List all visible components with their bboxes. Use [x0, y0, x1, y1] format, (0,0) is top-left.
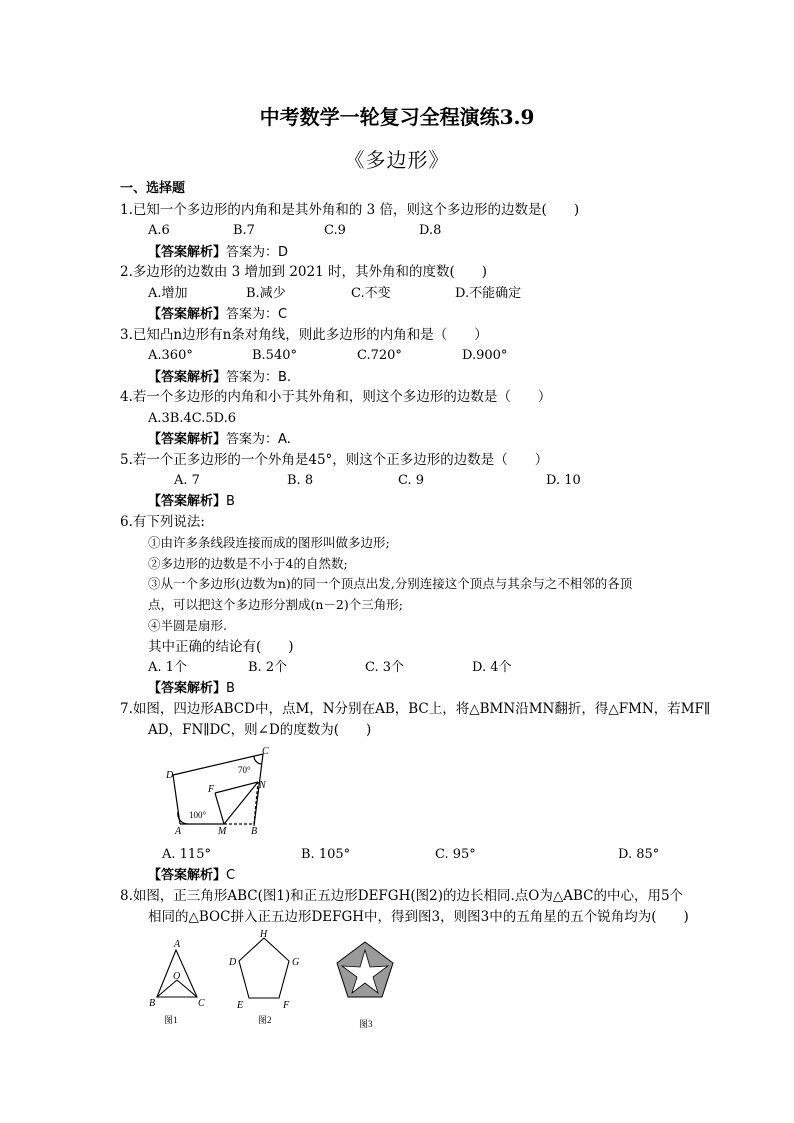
question-5-option-b: B. 8: [287, 473, 314, 488]
side-mf: [215, 793, 224, 824]
question-4-options: A.3B.4C.5D.6: [148, 411, 236, 426]
question-8-stem: 8.如图，正三角形ABC(图1)和正五边形DEFGH(图2)的边长相同.点O为△ABC的中心，用5个: [120, 888, 684, 904]
label-70deg: 70°: [238, 765, 251, 775]
answer-text: 答案为：B.: [226, 370, 292, 385]
page-title: 中考数学一轮复习全程演练3.9: [259, 105, 535, 129]
fig2-caption: 图2: [258, 1015, 272, 1025]
question-6-option-c: C. 3个: [365, 660, 405, 675]
fig1-caption: 图1: [164, 1015, 178, 1025]
question-7-figure: [158, 744, 278, 839]
answer-label: 【答案解析】: [148, 307, 227, 322]
side-fn: [215, 782, 258, 793]
answer-label: 【答案解析】: [148, 245, 227, 260]
question-6-option-a: A. 1个: [148, 660, 187, 675]
fig2-label-f: F: [283, 1000, 290, 1011]
answer-text: C: [226, 868, 236, 883]
question-3-option-a: A.360°: [148, 348, 193, 363]
question-2-option-c: C.不变: [351, 286, 391, 301]
question-6-prompt: 其中正确的结论有( ): [148, 639, 294, 655]
page-subtitle: 《多边形》: [344, 148, 450, 172]
question-5-option-a: A. 7: [174, 473, 200, 488]
question-6-option-d: D. 4个: [472, 660, 512, 675]
fig2-label-g: G: [292, 957, 300, 968]
question-6-answer: [148, 679, 235, 698]
question-6-statement-4: ④半圆是扇形.: [148, 618, 227, 633]
answer-label: 【答案解析】: [148, 681, 227, 696]
fig1-label-b: B: [149, 998, 156, 1009]
question-1-stem: 1.已知一个多边形的内角和是其外角和的 3 倍，则这个多边形的边数是( ): [120, 202, 580, 218]
question-3-answer: [148, 368, 291, 387]
question-2-option-a: A.增加: [148, 286, 188, 301]
label-b: B: [251, 826, 258, 837]
question-6-statement-3-cont: 点，可以把这个多边形分割成(n－2)个三角形;: [148, 597, 403, 612]
answer-label: 【答案解析】: [148, 432, 227, 447]
figure-2-pentagon: [239, 938, 289, 998]
question-3-stem: 3.已知凸n边形有n条对角线，则此多边形的内角和是（ ）: [120, 327, 488, 343]
question-6-stem: 6.有下列说法:: [120, 514, 205, 530]
answer-label: 【答案解析】: [148, 370, 227, 385]
label-n: N: [259, 780, 266, 791]
question-6-statement-3: ③从一个多边形(边数为n)的同一个顶点出发,分别连接这个顶点与其余与之不相邻的各顶: [148, 576, 633, 591]
question-7-option-a: A. 115°: [162, 847, 211, 862]
answer-text: B: [226, 681, 235, 696]
question-5-option-c: C. 9: [398, 473, 425, 488]
question-3-option-c: C.720°: [357, 348, 402, 363]
question-1-option-d: D.8: [419, 223, 442, 238]
fig3-caption: 图3: [359, 1019, 373, 1029]
question-1-option-c: C.9: [324, 223, 346, 238]
answer-text: 答案为：A.: [226, 432, 291, 447]
figure-3-star-pentagon: [337, 942, 393, 997]
answer-text: 答案为：D: [226, 245, 289, 260]
label-a: A: [175, 826, 182, 837]
question-7-stem: 7.如图，四边形ABCD中，点M，N分别在AB，BC上，将△BMN沿MN翻折，得△FMN，若MF∥: [120, 701, 711, 717]
fold-line-mn: [224, 782, 258, 824]
question-5-answer: [148, 492, 235, 511]
question-6-statement-2: ②多边形的边数是不小于4的自然数;: [148, 556, 348, 571]
question-7-option-d: D. 85°: [618, 847, 660, 862]
question-6-option-b: B. 2个: [248, 660, 288, 675]
fig1-label-a: A: [174, 939, 181, 950]
fig1-label-o: O: [173, 971, 181, 982]
fig2-label-e: E: [237, 1000, 244, 1011]
label-d: D: [166, 770, 174, 781]
fig1-label-c: C: [198, 998, 205, 1009]
answer-text: 答案为：C: [226, 307, 288, 322]
question-8-stem-cont: 相同的△BOC拼入正五边形DEFGH中，得到图3，则图3中的五角星的五个锐角均为( ): [148, 909, 689, 925]
question-2-option-b: B.减少: [246, 286, 286, 301]
question-5-option-d: D. 10: [546, 473, 581, 488]
label-c: C: [262, 746, 269, 757]
question-3-option-d: D.900°: [462, 348, 508, 363]
question-8-figures: [146, 930, 402, 1030]
fig2-label-h: H: [260, 930, 268, 940]
angle-arc-c: [254, 756, 261, 764]
label-f: F: [208, 784, 215, 795]
label-m: M: [218, 826, 227, 837]
question-2-stem: 2.多边形的边数由 3 增加到 2021 时，其外角和的度数( ): [120, 264, 488, 280]
question-7-option-b: B. 105°: [301, 847, 351, 862]
label-100deg: 100°: [189, 810, 207, 820]
answer-label: 【答案解析】: [148, 868, 227, 883]
question-7-answer: [148, 866, 235, 885]
answer-text: B: [226, 494, 235, 509]
question-6-statement-1: ①由许多条线段连接而成的图形叫做多边形;: [148, 535, 390, 550]
question-7-option-c: C. 95°: [435, 847, 476, 862]
question-7-stem-cont: AD，FN∥DC，则∠D的度数为( ): [148, 722, 372, 738]
answer-label: 【答案解析】: [148, 494, 227, 509]
question-2-answer: [148, 305, 287, 324]
question-1-option-a: A.6: [148, 223, 170, 238]
question-5-stem: 5.若一个正多边形的一个外角是45°，则这个正多边形的边数是（ ）: [120, 452, 549, 468]
question-2-option-d: D.不能确定: [455, 286, 522, 301]
question-4-stem: 4.若一个多边形的内角和小于其外角和，则这个多边形的边数是（ ）: [120, 389, 552, 405]
question-3-option-b: B.540°: [252, 348, 297, 363]
question-1-answer: [148, 243, 288, 262]
section-heading: 一、选择题: [120, 181, 186, 196]
question-4-answer: [148, 430, 291, 449]
fig2-label-d: D: [229, 957, 237, 968]
question-1-option-b: B.7: [233, 223, 255, 238]
